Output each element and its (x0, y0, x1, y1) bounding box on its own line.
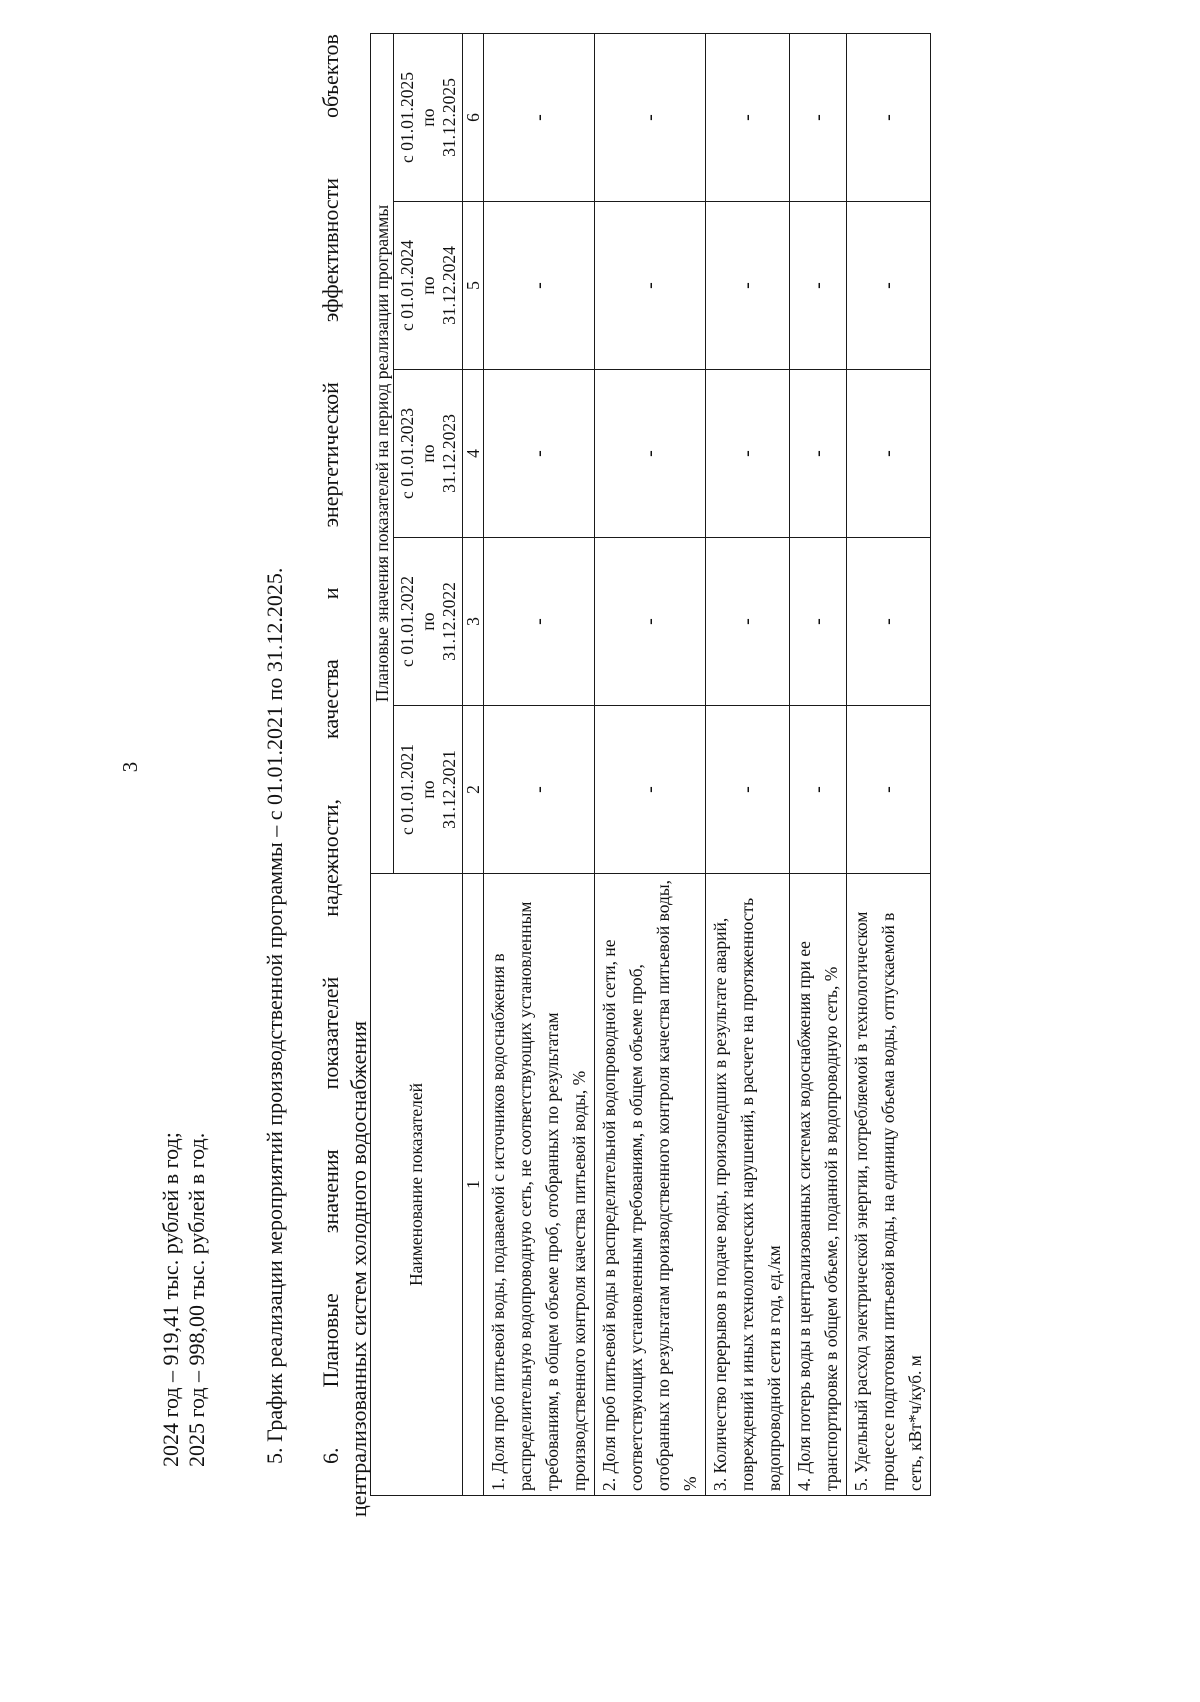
period-from: с 01.01.2025 (396, 72, 417, 163)
schedule-paragraph: 5. График реализации мероприятий производственной программы – с 01.01.2021 по 31.12.2025. (262, 567, 287, 1464)
table-row (706, 33, 790, 1495)
column-number: 4 (463, 370, 484, 538)
column-number: 1 (463, 874, 484, 1496)
indicator-value: - (847, 33, 931, 201)
period-separator: по (417, 780, 438, 799)
indicator-value: - (595, 370, 706, 538)
indicator-value: - (790, 202, 847, 370)
table-header-row (371, 33, 394, 1495)
indicator-label: 2. Доля проб питьевой воды в распределительной водопроводной сети, не соответствующих установленным требованиям, в общем объеме проб, отобранных по результатам производственного контроля качества питьевой воды, % (595, 874, 706, 1496)
heading-word: значения (318, 1149, 343, 1234)
indicator-value: - (790, 370, 847, 538)
period-header (394, 370, 463, 538)
budget-2025-line: 2025 год – 998,00 тыс. рублей в год. (184, 1132, 209, 1467)
period-separator: по (417, 612, 438, 631)
period-separator: по (417, 444, 438, 463)
indicator-value: - (706, 33, 790, 201)
indicator-value: - (847, 370, 931, 538)
indicator-value: - (484, 538, 595, 706)
indicator-value: - (484, 706, 595, 874)
column-number: 3 (463, 538, 484, 706)
section-6-heading-continuation: централизованных систем холодного водоснабжения (346, 1020, 371, 1517)
heading-word: 6. (318, 1447, 343, 1464)
table-row (847, 33, 931, 1495)
period-to: 31.12.2023 (438, 414, 459, 493)
indicator-value: - (595, 202, 706, 370)
indicator-value: - (595, 33, 706, 201)
table-row (484, 33, 595, 1495)
period-to: 31.12.2025 (438, 78, 459, 157)
column-number: 6 (463, 33, 484, 201)
period-to: 31.12.2022 (438, 582, 459, 661)
indicator-value: - (706, 706, 790, 874)
indicator-label: 1. Доля проб питьевой воды, подаваемой с источников водоснабжения в распределительную водопроводную сеть, не соответствующих установленным требованиям, в общем объеме проб, отобранных по результатам производственного контроля качества питьевой воды, % (484, 874, 595, 1496)
indicator-value: - (484, 370, 595, 538)
indicator-value: - (790, 33, 847, 201)
heading-word: надежности, (318, 799, 343, 917)
indicator-label: 3. Количество перерывов в подаче воды, произошедших в результате аварий, повреждений и иных технологических нарушений, в расчете на протяженность водопроводной сети в год, ед./км (706, 874, 790, 1496)
column-number: 2 (463, 706, 484, 874)
column-number: 5 (463, 202, 484, 370)
heading-word: энергетической (318, 382, 343, 528)
table-row (595, 33, 706, 1495)
page-number: 3 (118, 761, 142, 773)
indicator-label: 4. Доля потерь воды в централизованных системах водоснабжения при ее транспортировке в общем объеме, поданной в водопроводную сеть, % (790, 874, 847, 1496)
heading-word: Плановые (318, 1293, 343, 1388)
heading-word: эффективности (318, 177, 343, 323)
indicator-value: - (484, 202, 595, 370)
indicator-value: - (847, 202, 931, 370)
period-separator: по (417, 108, 438, 127)
period-from: с 01.01.2023 (396, 408, 417, 499)
header-indicator-name: Наименование показателей (371, 874, 463, 1496)
indicators-table (370, 33, 931, 1496)
indicator-value: - (595, 538, 706, 706)
heading-word: качества (318, 659, 343, 740)
indicator-value: - (595, 706, 706, 874)
period-to: 31.12.2021 (438, 750, 459, 829)
indicator-value: - (847, 538, 931, 706)
indicator-value: - (706, 202, 790, 370)
indicator-value: - (706, 538, 790, 706)
period-from: с 01.01.2021 (396, 744, 417, 835)
indicator-value: - (706, 370, 790, 538)
header-planned-values: Плановые значения показателей на период реализации программы (371, 33, 394, 873)
heading-word: показателей (318, 976, 343, 1090)
period-header (394, 33, 463, 201)
budget-2024-line: 2024 год – 919,41 тыс. рублей в год; (158, 1132, 183, 1467)
indicator-value: - (847, 706, 931, 874)
indicator-value: - (790, 706, 847, 874)
section-6-heading (318, 34, 344, 1464)
indicator-value: - (484, 33, 595, 201)
period-separator: по (417, 276, 438, 295)
heading-word: объектов (318, 34, 343, 118)
period-header (394, 706, 463, 874)
period-from: с 01.01.2022 (396, 576, 417, 667)
indicator-value: - (790, 538, 847, 706)
period-header (394, 202, 463, 370)
period-from: с 01.01.2024 (396, 240, 417, 331)
indicator-label: 5. Удельный расход электрической энергии, потребляемой в технологическом процессе подготовки питьевой воды, на единицу объема воды, отпускаемой в сеть, кВт*ч/куб. м (847, 874, 931, 1496)
heading-word: и (318, 587, 343, 600)
column-numbers-row (463, 33, 484, 1495)
period-header (394, 538, 463, 706)
table-row (790, 33, 847, 1495)
period-to: 31.12.2024 (438, 246, 459, 325)
